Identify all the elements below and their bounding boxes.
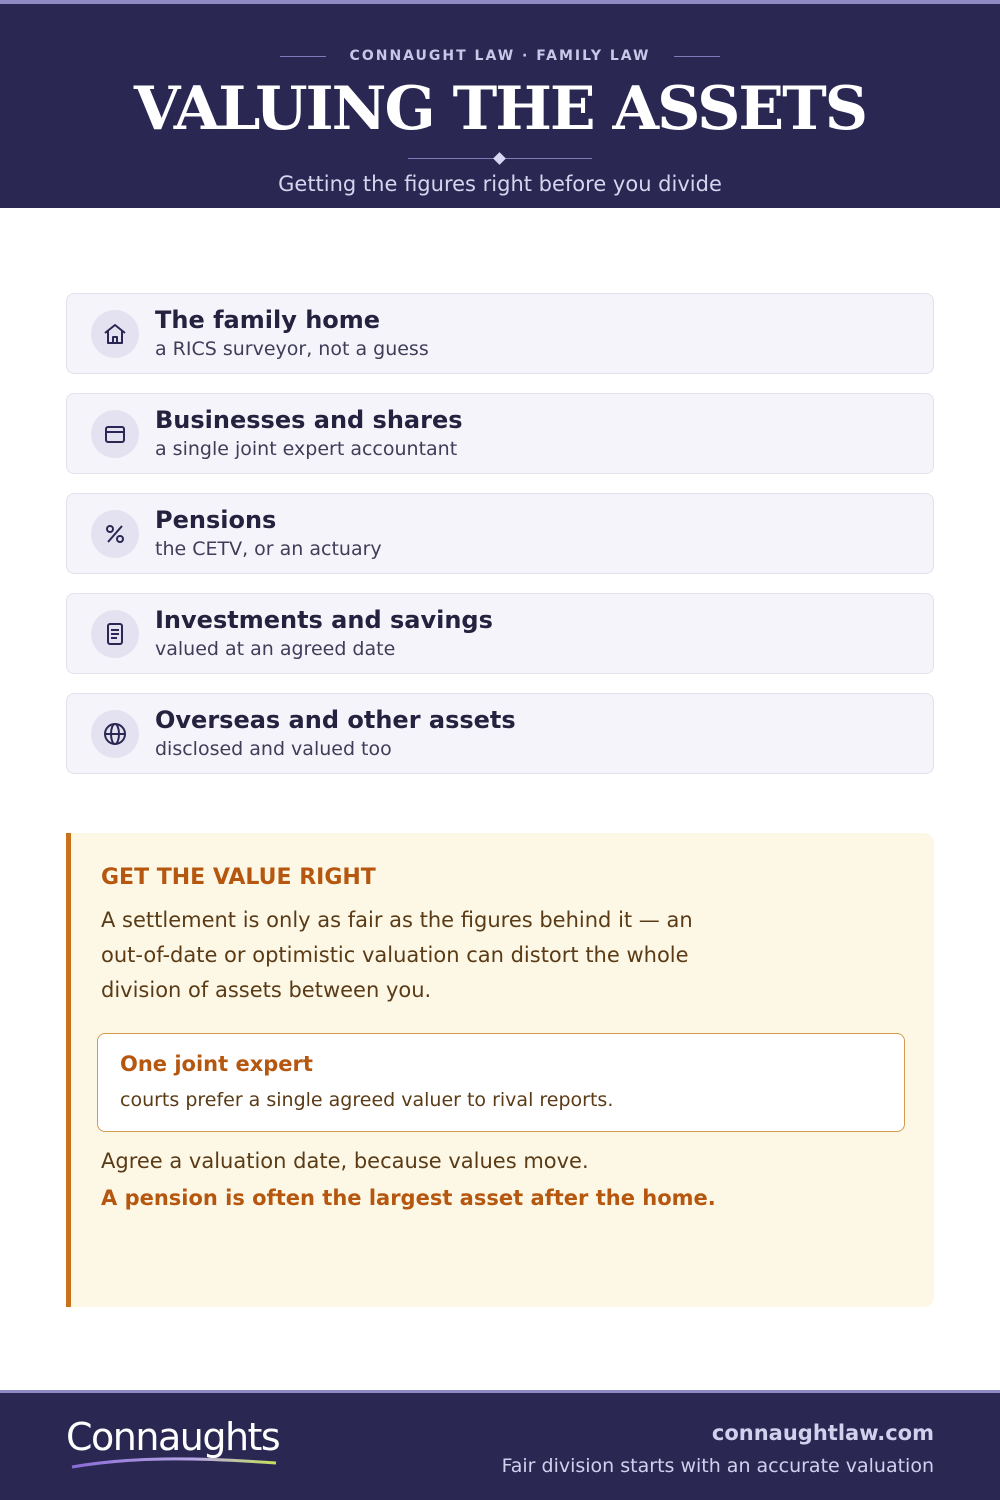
logo-wordmark: Connaughts	[66, 1415, 280, 1459]
asset-list	[66, 293, 934, 793]
joint-expert-text: courts prefer a single agreed valuer to rival reports.	[120, 1089, 614, 1111]
joint-expert-box	[97, 1033, 905, 1132]
asset-card-title: Overseas and other assets	[155, 706, 516, 734]
connaughts-logo	[66, 1415, 286, 1475]
diamond-icon	[493, 152, 506, 165]
asset-card-subtitle: disclosed and valued too	[155, 738, 392, 760]
footer-tagline: Fair division starts with an accurate valuation	[501, 1455, 934, 1477]
page-subtitle: Getting the figures right before you divide	[278, 172, 722, 196]
callout-heading: GET THE VALUE RIGHT	[101, 865, 376, 890]
asset-card-title: Investments and savings	[155, 606, 493, 634]
briefcase-icon	[91, 410, 139, 458]
value-callout	[66, 833, 934, 1307]
asset-card-pensions	[66, 493, 934, 574]
asset-card-subtitle: the CETV, or an actuary	[155, 538, 382, 560]
footer	[0, 1390, 1000, 1500]
asset-card-home	[66, 293, 934, 374]
callout-emphasis: A pension is often the largest asset after the home.	[101, 1186, 716, 1210]
globe-icon	[91, 710, 139, 758]
document-icon	[91, 610, 139, 658]
callout-note: Agree a valuation date, because values move.	[101, 1149, 589, 1173]
house-icon	[91, 310, 139, 358]
asset-card-overseas	[66, 693, 934, 774]
header-banner	[0, 0, 1000, 208]
callout-body: A settlement is only as fair as the figures behind it — an out-of-date or optimistic valuation can distort the whole division of assets between you.	[101, 908, 693, 1002]
asset-card-subtitle: a single joint expert accountant	[155, 438, 458, 460]
joint-expert-title: One joint expert	[120, 1052, 313, 1076]
kicker: CONNAUGHT LAW · FAMILY LAW	[349, 48, 651, 64]
asset-card-subtitle: a RICS surveyor, not a guess	[155, 338, 429, 360]
percent-icon	[91, 510, 139, 558]
asset-card-title: The family home	[155, 306, 381, 334]
page-title: VALUING THE ASSETS	[133, 74, 867, 144]
asset-card-business	[66, 393, 934, 474]
asset-card-subtitle: valued at an agreed date	[155, 638, 396, 660]
website-link[interactable]: connaughtlaw.com	[711, 1421, 934, 1445]
divider	[280, 56, 326, 57]
ornament-divider	[408, 152, 592, 166]
asset-card-investments	[66, 593, 934, 674]
kicker-row	[0, 48, 1000, 64]
divider	[674, 56, 720, 57]
asset-card-title: Businesses and shares	[155, 406, 463, 434]
logo-swoosh-icon	[70, 1455, 280, 1471]
asset-card-title: Pensions	[155, 506, 277, 534]
